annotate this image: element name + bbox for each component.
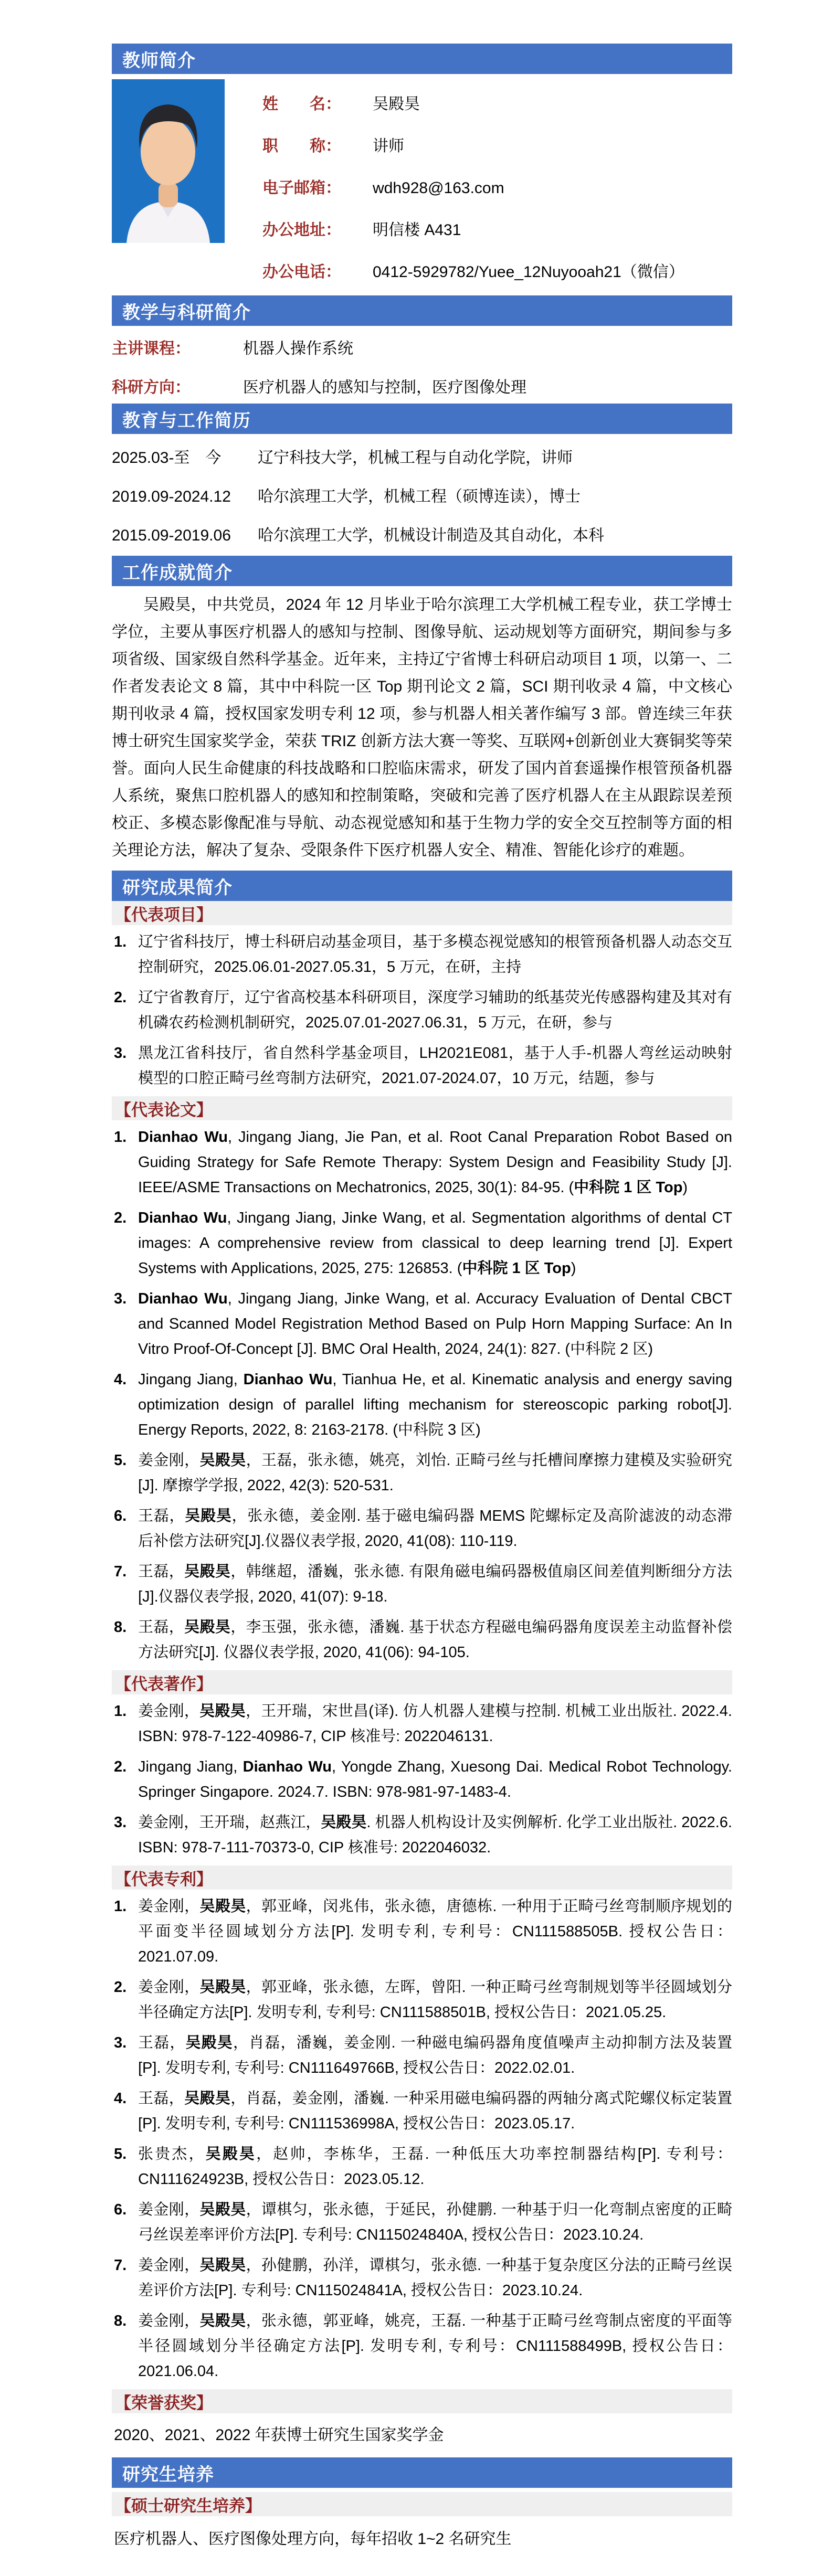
highlighted-author: 吴殿昊 <box>184 2090 231 2107</box>
education-row <box>112 444 732 468</box>
highlighted-author: Dianhao Wu <box>243 1371 333 1388</box>
item-text: ，肖磊，潘巍，姜金刚. 一种磁电编码器角度值噪声主动抑制方法及装置[P]. 发明专利, 专利号: CN111649766B, 授权公告日：2022.02.01. <box>138 2034 732 2076</box>
item-number: 1. <box>114 934 127 950</box>
list-item <box>112 1367 732 1443</box>
item-number: 7. <box>114 1563 127 1580</box>
education-row <box>112 483 732 506</box>
list-item <box>112 1503 732 1554</box>
item-number: 2. <box>114 1979 127 1996</box>
highlighted-author: Dianhao Wu <box>138 1290 228 1307</box>
item-number: 2. <box>114 1210 127 1226</box>
item-number: 6. <box>114 2201 127 2218</box>
highlighted-author: 中科院 1 区 Top <box>462 1260 571 1277</box>
item-number: 1. <box>114 1703 127 1720</box>
item-text: ，张永德，姜金刚. 基于磁电编码器 MEMS 陀螺标定及高阶滤波的动态滞后补偿方法研究[J].仪器仪表学报, 2020, 41(08): 110-119. <box>138 1508 732 1550</box>
list-item <box>112 2142 732 2192</box>
achievement-paragraph: 吴殿昊，中共党员，2024 年 12 月毕业于哈尔滨理工大学机械工程专业，获工学博士学位，主要从事医疗机器人的感知与控制、图像导航、运动规划等方面研究，期间参与多项省级、国家级自然科学基金。近年来，主持辽宁省博士科研启动项目 1 项，以第一、二作者发表论文 8 篇，其中中科院一区 Top 期刊论文 2 篇，SCI 期刊收录 4 篇，中文核心期刊收录 4 篇，授权国家发明专利 12 项，参与机器人相关著作编写 3 部。曾连续三年获博士研究生国家奖学金，荣获 TRIZ 创新方法大赛一等奖、互联网+创新创业大赛铜奖等荣誉。面向人民生命健康的科技战略和口腔临床需求，研发了国内首套遥操作根管预备机器人系统，聚焦口腔机器人的感知和控制策略，突破和完善了医疗机器人在主从跟踪误差预校正、多模态影像配准与导航、动态视觉感知和基于生物力学的安全交互控制等方面的相关理论方法，解决了复杂、受限条件下医疗机器人安全、精准、智能化诊疗的难题。 <box>112 596 732 859</box>
education-detail: 辽宁科技大学，机械工程与自动化学院，讲师 <box>258 449 573 467</box>
item-text: ，王开瑞，宋世昌(译). 仿人机器人建模与控制. 机械工业出版社. 2022.4. ISBN: 978-7-122-40986-7, CIP 核准号: 2022046131. <box>138 1703 732 1745</box>
list-item <box>112 1205 732 1281</box>
papers-list <box>112 1125 732 1665</box>
field-office <box>262 217 684 240</box>
item-text: ，王磊，张永德，姚亮，刘怡. 正畸弓丝与托槽间摩擦力建模及实验研究[J]. 摩擦学学报, 2022, 42(3): 520-531. <box>138 1452 732 1494</box>
highlighted-author: 吴殿昊 <box>184 1563 231 1580</box>
field-title-value: 讲师 <box>373 137 404 155</box>
item-number: 3. <box>114 2034 127 2051</box>
patents-list <box>112 1894 732 2384</box>
list-item <box>112 985 732 1035</box>
list-item <box>112 2197 732 2248</box>
highlighted-author: Dianhao Wu <box>138 1210 227 1226</box>
highlighted-author: 吴殿昊 <box>205 2146 257 2162</box>
courses-label: 主讲课程： <box>112 340 191 357</box>
item-text: ，肖磊，姜金刚，潘巍. 一种采用磁电编码器的两轴分离式陀螺仪标定装置[P]. 发明专利, 专利号: CN111536998A, 授权公告日：2023.05.17. <box>138 2090 732 2132</box>
field-phone <box>262 259 684 282</box>
item-text: ，韩继超，潘巍，张永德. 有限角磁电编码器极值扇区间差值判断细分方法[J].仪器仪表学报, 2020, 41(07): 9-18. <box>138 1563 732 1605</box>
item-number: 2. <box>114 1758 127 1775</box>
subsection-header-master-students: 【硕士研究生培养】 <box>112 2492 732 2516</box>
education-detail: 哈尔滨理工大学，机械设计制造及其自动化，本科 <box>258 527 604 544</box>
item-text: , Jingang Jiang, Jinke Wang, et al. Segmentation algorithms of dental CT images: A comprehensive review from classical to deep learning trend [J]. Expert Systems with Applications, 2025, 275: 126853. ( <box>138 1210 732 1277</box>
item-text: 张贵杰， <box>138 2146 206 2162</box>
research-direction-label: 科研方向： <box>112 379 191 396</box>
education-row <box>112 522 732 545</box>
subsection-header-honors: 【荣誉获奖】 <box>112 2389 732 2413</box>
face-shape <box>141 118 195 185</box>
highlighted-author: 吴殿昊 <box>199 1703 246 1720</box>
list-item <box>112 2030 732 2081</box>
teaching-courses-row <box>112 335 732 358</box>
portrait-photo <box>112 79 225 243</box>
highlighted-author: Dianhao Wu <box>138 1129 228 1146</box>
item-number: 7. <box>114 2257 127 2274</box>
field-title-label: 职 称： <box>262 137 341 155</box>
item-text: 姜金刚， <box>138 2313 200 2329</box>
item-text: 姜金刚，王开瑞，赵燕江， <box>138 1814 321 1831</box>
education-period: 2019.09-2024.12 <box>112 488 231 505</box>
item-number: 2. <box>114 989 127 1006</box>
faculty-profile-page <box>0 44 833 2576</box>
education-period: 2025.03-至 今 <box>112 449 222 467</box>
list-item <box>112 2308 732 2384</box>
list-item <box>112 1894 732 1969</box>
field-email-value: wdh928@163.com <box>373 179 504 197</box>
field-office-label: 办公地址： <box>262 221 341 239</box>
page-content <box>112 44 732 2549</box>
list-item <box>112 1559 732 1609</box>
section-banner-profile: 教师简介 <box>112 44 732 74</box>
profile-info-block <box>112 79 732 282</box>
item-text: ，李玉强，张永德，潘巍. 基于状态方程磁电编码器角度误差主动监督补偿方法研究[J]. 仪器仪表学报, 2020, 41(06): 94-105. <box>138 1619 732 1661</box>
field-name-label: 姓 名： <box>262 96 341 113</box>
list-item <box>112 1810 732 1860</box>
section-banner-achievement: 工作成就简介 <box>112 556 732 586</box>
item-text: , Jingang Jiang, Jinke Wang, et al. Accuracy Evaluation of Dental CBCT and Scanned Model Registration Method Based on Pulp Horn Mapping Surface: An In Vitro Proof-Of-Concept [J]. BMC Oral Health, 2024, 24(1): 827. (中科院 2 区) <box>138 1290 732 1358</box>
master-students-text: 医疗机器人、医疗图像处理方向，每年招收 1~2 名研究生 <box>114 2530 512 2548</box>
subsection-header-projects: 【代表项目】 <box>112 901 732 925</box>
highlighted-author: 吴殿昊 <box>199 1452 246 1469</box>
item-text: 辽宁省科技厅，博士科研启动基金项目，基于多模态视觉感知的根管预备机器人动态交互控制研究，2025.06.01-2027.05.31，5 万元，在研，主持 <box>138 934 732 976</box>
field-office-value: 明信楼 A431 <box>373 221 461 239</box>
item-text: ，孙健鹏，孙洋，谭棋匀，张永德. 一种基于复杂度区分法的正畸弓丝误差评价方法[P]. 专利号: CN115024841A, 授权公告日：2023.10.24. <box>138 2257 732 2299</box>
section-banner-research: 研究成果简介 <box>112 871 732 901</box>
research-direction-row <box>112 374 732 397</box>
teaching-block <box>112 335 732 397</box>
item-text: , Jingang Jiang, Jie Pan, et al. Root Canal Preparation Robot Based on Guiding Strategy for Safe Remote Therapy: System Design and Feasibility Study [J]. IEEE/ASME Transactions on Mechatronics, 2025, 30(1): 84-95. ( <box>138 1129 732 1196</box>
item-number: 6. <box>114 1508 127 1524</box>
field-phone-value: 0412-5929782/Yuee_12Nuyooah21（微信） <box>373 263 684 281</box>
projects-list <box>112 929 732 1091</box>
field-email <box>262 175 684 198</box>
item-text: 辽宁省教育厅，辽宁省高校基本科研项目，深度学习辅助的纸基荧光传感器构建及其对有机磷农药检测机制研究，2025.07.01-2027.06.31，5 万元，在研，参与 <box>138 989 732 1031</box>
item-text: Jingang Jiang, <box>138 1758 243 1775</box>
item-number: 1. <box>114 1129 127 1146</box>
item-text: Jingang Jiang, <box>138 1371 244 1388</box>
item-text: 王磊， <box>138 2090 185 2107</box>
subsection-header-patents: 【代表专利】 <box>112 1865 732 1890</box>
item-number: 3. <box>114 1290 127 1307</box>
list-item <box>112 1754 732 1805</box>
item-text: 姜金刚， <box>138 1703 200 1720</box>
list-item <box>112 1125 732 1200</box>
item-text: ) <box>682 1179 688 1196</box>
highlighted-author: 吴殿昊 <box>184 1619 231 1636</box>
item-number: 5. <box>114 2146 127 2162</box>
item-text: ，张永德，郭亚峰，姚亮，王磊. 一种基于正畸弓丝弯制点密度的平面等半径圆域划分半径确定方法[P]. 发明专利, 专利号：CN111588499B, 授权公告日：2021.06.04. <box>138 2313 732 2380</box>
item-text: 姜金刚， <box>138 1898 200 1915</box>
list-item <box>112 1041 732 1091</box>
item-number: 4. <box>114 2090 127 2107</box>
field-email-label: 电子邮箱： <box>262 179 341 197</box>
item-text: 王磊， <box>138 2034 186 2051</box>
highlighted-author: 中科院 1 区 Top <box>574 1179 683 1196</box>
courses-value: 机器人操作系统 <box>243 340 353 357</box>
list-item <box>112 1448 732 1498</box>
research-direction-value: 医疗机器人的感知与控制，医疗图像处理 <box>243 379 526 396</box>
list-item <box>112 1286 732 1362</box>
list-item <box>112 929 732 980</box>
item-text: 姜金刚， <box>138 1979 200 1996</box>
highlighted-author: 吴殿昊 <box>321 1814 367 1831</box>
item-text: 王磊， <box>138 1563 185 1580</box>
highlighted-author: 吴殿昊 <box>199 2257 246 2274</box>
books-list <box>112 1699 732 1860</box>
field-name-value: 吴殿昊 <box>373 96 420 113</box>
item-text: ) <box>571 1260 576 1277</box>
list-item <box>112 1615 732 1665</box>
list-item <box>112 1975 732 2025</box>
subsection-header-books: 【代表著作】 <box>112 1670 732 1694</box>
list-item <box>112 2253 732 2303</box>
item-text: 姜金刚， <box>138 1452 200 1469</box>
highlighted-author: 吴殿昊 <box>199 2201 246 2218</box>
subsection-header-papers: 【代表论文】 <box>112 1096 732 1120</box>
section-banner-education: 教育与工作简历 <box>112 404 732 434</box>
highlighted-author: 吴殿昊 <box>199 1979 246 1996</box>
section-banner-teaching: 教学与科研简介 <box>112 295 732 326</box>
education-period: 2015.09-2019.06 <box>112 527 231 544</box>
item-text: , Yongde Zhang, Xuesong Dai. Medical Robot Technology. Springer Singapore. 2024.7. ISBN: 978-981-97-1483-4. <box>138 1758 732 1800</box>
neck-shape <box>159 182 178 207</box>
field-name <box>262 91 684 114</box>
list-item <box>112 2086 732 2136</box>
education-block <box>112 444 732 545</box>
item-number: 4. <box>114 1371 127 1388</box>
highlighted-author: 吴殿昊 <box>199 1898 246 1915</box>
item-text: . 机器人机构设计及实例解析. 化学工业出版社. 2022.6. ISBN: 978-7-111-70373-0, CIP 核准号: 2022046032. <box>138 1814 732 1856</box>
item-text: 黑龙江省科技厅，省自然科学基金项目，LH2021E081，基于人手-机器人弯丝运动映射模型的口腔正畸弓丝弯制方法研究，2021.07-2024.07，10 万元，结题，参与 <box>138 1045 732 1087</box>
item-number: 1. <box>114 1898 127 1915</box>
highlighted-author: Dianhao Wu <box>242 1758 332 1775</box>
item-text: 王磊， <box>138 1508 185 1524</box>
item-number: 3. <box>114 1045 127 1062</box>
item-text: ，郭亚峰，张永德，左晖，曾阳. 一种正畸弓丝弯制规划等半径圆域划分半径确定方法[P]. 发明专利, 专利号: CN111588501B, 授权公告日：2021.05.25. <box>138 1979 732 2021</box>
profile-fields <box>225 79 684 282</box>
item-number: 8. <box>114 2313 127 2329</box>
item-number: 3. <box>114 1814 127 1831</box>
education-detail: 哈尔滨理工大学，机械工程（硕博连读），博士 <box>258 488 581 505</box>
item-text: ，郭亚峰，闵兆伟，张永德，唐德栋. 一种用于正畸弓丝弯制顺序规划的平面变半径圆域划分方法[P]. 发明专利, 专利号：CN111588505B. 授权公告日：2021.07.09. <box>138 1898 732 1965</box>
list-item <box>112 1699 732 1749</box>
field-phone-label: 办公电话： <box>262 263 341 281</box>
highlighted-author: 吴殿昊 <box>185 2034 233 2051</box>
item-text: ，谭棋匀，张永德，于延民，孙健鹏. 一种基于归一化弯制点密度的正畸弓丝误差率评价方法[P]. 专利号: CN115024840A, 授权公告日：2023.10.24. <box>138 2201 732 2243</box>
highlighted-author: 吴殿昊 <box>185 1508 232 1524</box>
item-text: 姜金刚， <box>138 2257 200 2274</box>
item-text: , Tianhua He, et al. Kinematic analysis and energy saving optimization design of parallel lifting mechanism for stereoscopic parking robot[J]. Energy Reports, 2022, 8: 2163-2178. (中科院 3 区) <box>138 1371 732 1438</box>
item-text: ，赵帅，李栋华，王磊. 一种低压大功率控制器结构[P]. 专利号：CN111624923B, 授权公告日：2023.05.12. <box>138 2146 732 2188</box>
field-title <box>262 133 684 156</box>
item-number: 8. <box>114 1619 127 1636</box>
highlighted-author: 吴殿昊 <box>199 2313 246 2329</box>
honors-text: 2020、2021、2022 年获博士研究生国家奖学金 <box>114 2426 444 2444</box>
item-number: 5. <box>114 1452 127 1469</box>
section-banner-graduate: 研究生培养 <box>112 2457 732 2488</box>
item-text: 王磊， <box>138 1619 185 1636</box>
item-text: 姜金刚， <box>138 2201 200 2218</box>
